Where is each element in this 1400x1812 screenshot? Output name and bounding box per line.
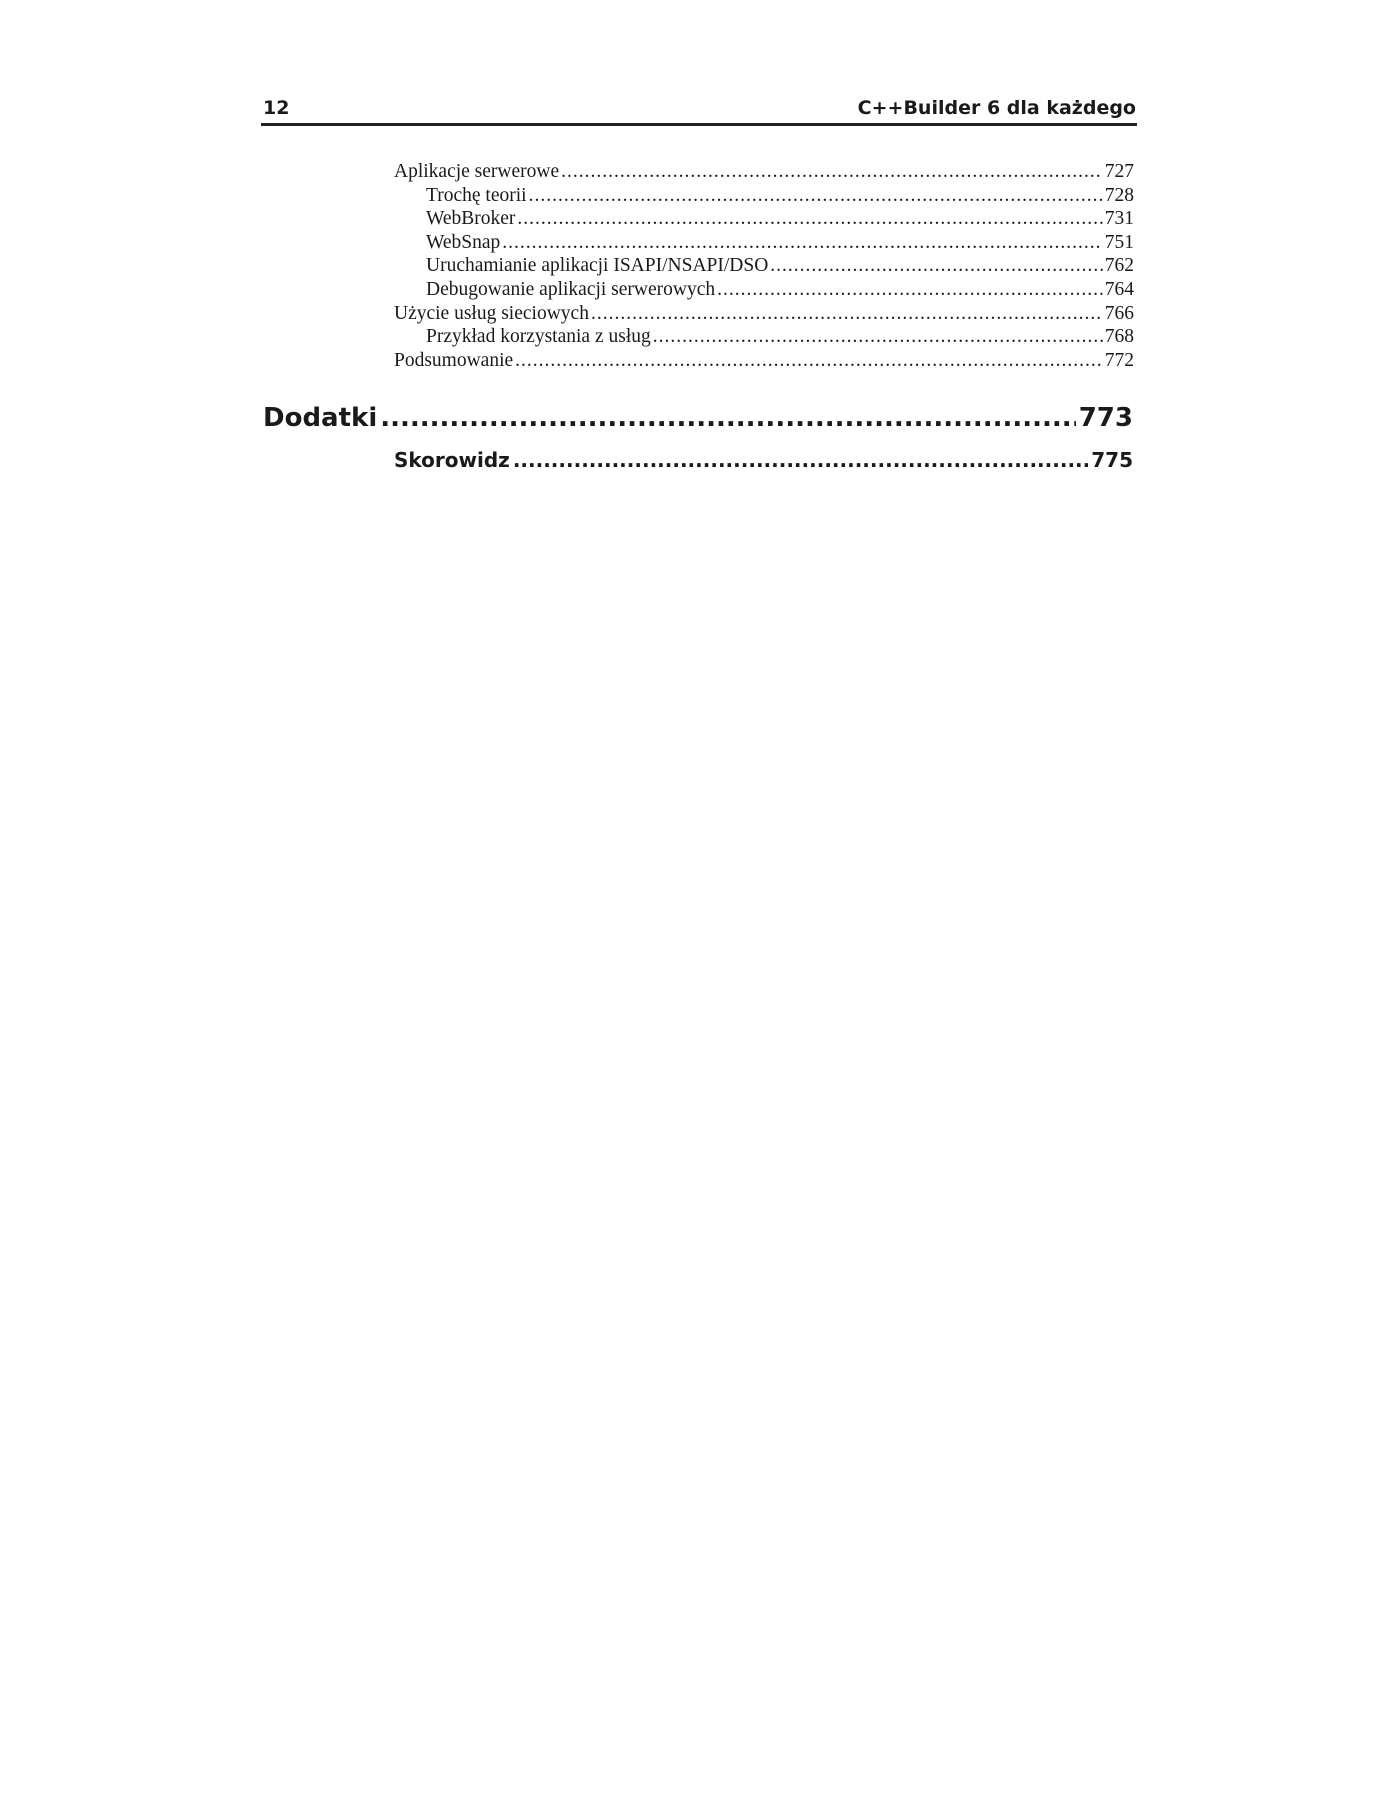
toc-entry-uruchamianie <box>394 254 1134 278</box>
toc-entry-troche-teorii <box>394 184 1134 208</box>
toc-entry-page: 728 <box>1104 184 1134 206</box>
toc-entry-label: Aplikacje serwerowe <box>394 161 560 182</box>
toc-entry-page: 766 <box>1104 302 1134 324</box>
section-label: Dodatki <box>263 403 378 433</box>
toc-entry-webbroker <box>394 207 1134 231</box>
toc-entry-label: Podsumowanie <box>394 349 514 371</box>
toc-entry-page: 751 <box>1104 231 1134 253</box>
toc-entry-page: 768 <box>1104 326 1134 348</box>
dot-leader <box>502 231 1103 255</box>
toc-entry-websnap <box>394 231 1134 255</box>
toc-entry-przyklad <box>394 325 1134 349</box>
section-page: 773 <box>1078 403 1133 433</box>
header-rule <box>261 123 1137 126</box>
dot-leader <box>517 207 1102 231</box>
dot-leader <box>529 184 1103 208</box>
toc-entry-podsumowanie <box>394 349 1134 373</box>
toc-entry-debugowanie <box>394 278 1134 302</box>
book-title: C++Builder 6 dla każdego <box>857 97 1136 119</box>
toc-entry-label: WebBroker <box>426 208 516 230</box>
dot-leader <box>515 349 1103 373</box>
toc-entry-aplikacje-serwerowe <box>394 160 1134 184</box>
section-label: Skorowidz <box>394 448 510 472</box>
toc-section-dodatki <box>263 400 1133 436</box>
table-of-contents <box>394 160 1134 372</box>
toc-entry-page: 772 <box>1104 349 1134 371</box>
toc-entry-label: Trochę teorii <box>426 184 527 206</box>
dot-leader <box>561 160 1103 184</box>
toc-entry-uzycie-uslug <box>394 302 1134 326</box>
toc-entry-label: WebSnap <box>426 231 501 253</box>
toc-entry-page: 762 <box>1104 255 1134 277</box>
toc-entry-page: 727 <box>1104 161 1134 182</box>
page-number: 12 <box>263 97 290 119</box>
dot-leader <box>513 446 1088 474</box>
toc-entry-label: Przykład korzystania z usług <box>426 326 651 348</box>
section-page: 775 <box>1091 448 1133 472</box>
toc-entry-label: Uruchamianie aplikacji ISAPI/NSAPI/DSO <box>426 255 769 277</box>
toc-entry-page: 731 <box>1104 208 1134 230</box>
dot-leader <box>591 302 1103 326</box>
toc-entry-label: Użycie usług sieciowych <box>394 302 589 324</box>
toc-entry-label: Debugowanie aplikacji serwerowych <box>426 278 716 300</box>
dot-leader <box>653 325 1103 349</box>
toc-entry-page: 764 <box>1104 278 1134 300</box>
dot-leader <box>717 278 1103 302</box>
running-header <box>263 96 1136 120</box>
toc-section-skorowidz <box>394 446 1133 474</box>
dot-leader <box>380 400 1075 436</box>
dot-leader <box>770 254 1102 278</box>
